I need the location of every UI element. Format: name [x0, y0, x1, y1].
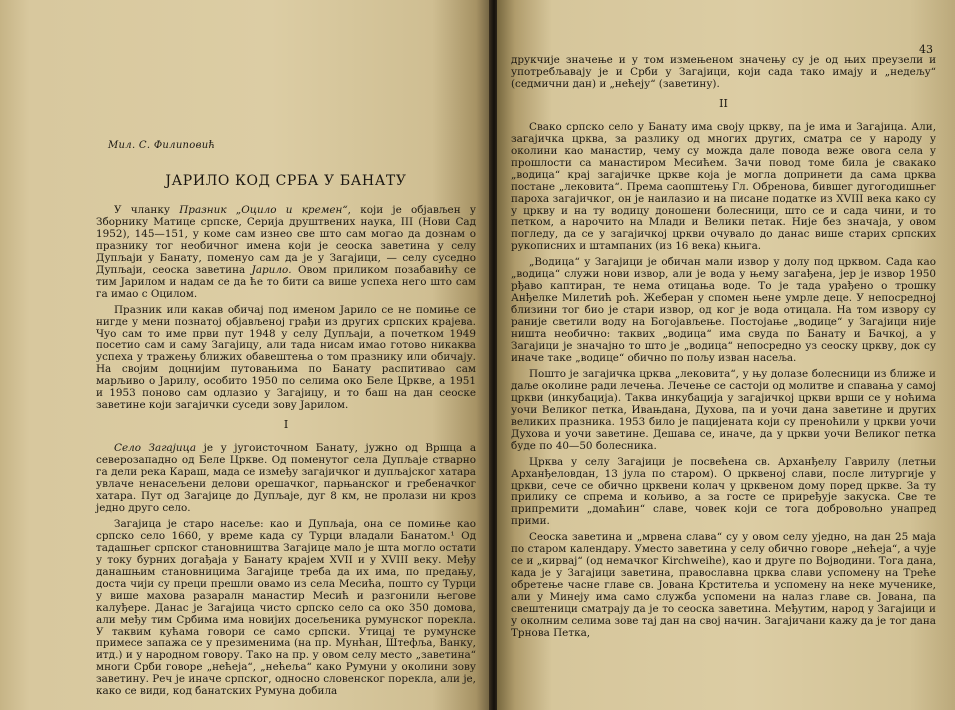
paragraph: Празник или какав обичај под именом Јарило се не помиње се нигде у мени познатој објављеној грађи из других српских крајева. Чуо сам то име први пут 1948 у селу Дупљаји, а почетком 1949 посетио сам и саму Загајицу, али тада нисам имао готово никаква успеха у тражењу ближих обавештења о том празнику или обичају. На својим доцнијим путовањима по Банату распитивао сам марљиво о Јарилу, особито 1950 по селима око Беле Цркве, а 1951 и 1953 поново сам одлазио у Загајицу, и то баш на дан сеоске заветине који загајички суседи зову Јарилом.	[96, 303, 476, 412]
text-run: Овом приликом позабавићу се тим Јарилом и надам се да ће то бити са више успеха него што сам га имао с Оцилом.	[96, 263, 476, 300]
paragraph	[96, 205, 476, 301]
cited-article-title: Празник „Оцило и кремен“	[179, 204, 348, 216]
article-title: ЈАРИЛО КОД СРБА У БАНАТУ	[165, 173, 407, 189]
paragraph: Црква у селу Загајици је посвећена св. Арханђелу Гаврилу (летњи Арханђеловдан, 13 јула по старом). О црквеној слави, после литургије у цркви, сече се обично црквени колач у црквеном дому поред цркве. За ту прилику се спрема и кољиво, а за госте се приређује закуска. Све те припремити „домаћин“ славе, човек који се тога добровољно унапред прими.	[511, 455, 936, 528]
paragraph: Загајица је старо насеље: као и Дупљаја, она се помиње као српско село 1660, у време када су Турци владали Банатом.¹ Од тадашњег српског становништва Загајице мало је шта могло остати у току бурних догађаја у Банату крајем XVII и у XVIII веку. Међу данашњим становницима Загајице треба да их има, по предању, доста чији су преци прешли овамо из села Месића, пошто су Турци у више махова разаралн манастир Месић и разгонили његове калуђере. Данас је Загајица чисто српско село са око 350 домова, али међу тим Србима има новијих досељеника румунског порекла. У таквим кућама говори се само српски. Утицај те румунске примесе запажа се у презименима (на пр. Мунћан, Штефља, Ванку, итд.) и у народном говору. Тако на пр. у овом селу место „заветина“ многи Срби говоре „нећеја“, „нећеља“ како Румуни у околини зову заветину. Реч је иначе српског, односно словенског порекла, али је, како се види, код банатских Румуна добила	[96, 517, 476, 698]
left-page-text	[96, 140, 476, 702]
section-number: II	[719, 96, 728, 110]
page-number: 43	[919, 43, 933, 56]
paragraph: друкчије значење и у том измењеном значењу су је од њих преузели и употребљавају је и Срби у Загајици, који сада тако имају и „недељу“ (седмични дан) и „нећеју“ (заветину).	[511, 54, 936, 90]
emphasized-term: Село Загајица	[114, 442, 197, 455]
text-run: , који је објављен у Зборнику Матице српске, Серија друштвених наука, III (Нови Сад 1952), 145—151, у коме сам изнео све што сам могао да дознам о празнику тог необичног имена који је сеоска заветина у селу Дупљаји у Банату, поменуо сам да је у Загајици, — селу суседно Дупљаји, сеоска заветина	[96, 204, 477, 276]
right-page	[497, 0, 955, 710]
paragraph: Пошто је загајичка црква „лековита“, у њу долазе болесници из ближе и даље околине ради лечења. Лечење се састоји од молитве и спавања у самој цркви (инкубација). Таква инкубација у загајичкој цркви врши се у ноћима уочи Великог петка, Ивањдана, Духова, па и уочи дана заветине и других великих празника. 1953 било је пацијената који су преноћили у цркви уочи Духова и уочи заветине. Дешава се, иначе, да у цркви уочи Великог петка буде по 40—50 болесника.	[511, 367, 936, 452]
paragraph: Сеоска заветина и „мрвена слава“ су у овом селу уједно, на дан 25 маја по старом календару. Уместо заветина у селу обично говоре „нећеја“, а чује се и „кирвај“ (од немачког Kirchweihe), као и друге по Војводини. Тога дана, када је у Загајици заветина, православна црква слави успомену на Треће обретење часне главе св. Јована Крститеља и успомену на неке мученике, али у Минеју има само служба успомени на налаз главе св. Јована, па свештеници сматрају да је то сеоска заветина. Међутим, народ у Загајици и у околним селима зове тај дан на свој начин. Загајичани кажу да је тог дана Трнова Петка,	[511, 531, 936, 639]
paragraph	[96, 443, 476, 515]
emphasized-term: Јарило.	[251, 263, 292, 276]
right-page-text	[511, 55, 936, 644]
section-number: I	[283, 418, 289, 432]
text-run: је у југоисточном Банату, јужно од Вршца а северозападно од Беле Цркве. Од поменутог села Дупљаје стварно га дели река Караш, мада се између загајичког и дупљајског хатара увлаче ненасељени делови орешачког, парњанског и гребеначког хатара. Пут од Загајице до Дупљаје, дуг 8 км, не пролази ни кроз једно друго село.	[96, 442, 477, 514]
text-run: У чланку	[114, 204, 180, 216]
paragraph: Свако српско село у Банату има своју цркву, па је има и Загајица. Али, загајичка црква, за разлику од многих других, сматра се у народу у околини као манастир, чему су можда дале повода веже овога села у прошлости са манастиром Месићем. Зачи повод томе била је свакако „водица“ крај загајичке цркве која је могла допринети да сама црква постане „лековита“. Према саопштењу Гл. Обренова, бившег дугогодишњег пароха загајичког, он је наилазио и на писане податке из XVIII века како су у цркву и на ту водицу доношени болесници, што се и сада чини, и то петком, а нарочито на Млади и Велики петак. Није без значаја, у овом погледу, да се у загајичкој цркви очувало до данас више старих српских рукописних и штампаних (из 16 века) књига.	[511, 120, 936, 253]
paragraph: „Водица“ у Загајици је обичан мали извор у долу под црквом. Сада као „водица“ служи нови извор, али је вода у њему загађена, јер је извор 1950 рђаво каптиран, те нема отицања воде. То је тада урађено о трошку Анђелке Милетић роћ. Жеберан у спомен њене умрле деце. У непосредној близини тог био је стари извор, од ког је вода отицала. На том извору су раније светили воду на Богојављење. Постојање „водице“ у Загајици није ништа необично: таквих „водица“ има свуда по Банату и Бачкој, а у Загајици је значајно то што је „водица“ непосредно уз сеоску цркву, док су иначе таке „водице“ обично по пољу изван насеља.	[511, 256, 936, 364]
author-name: Мил. С. Филиповић	[108, 140, 216, 151]
